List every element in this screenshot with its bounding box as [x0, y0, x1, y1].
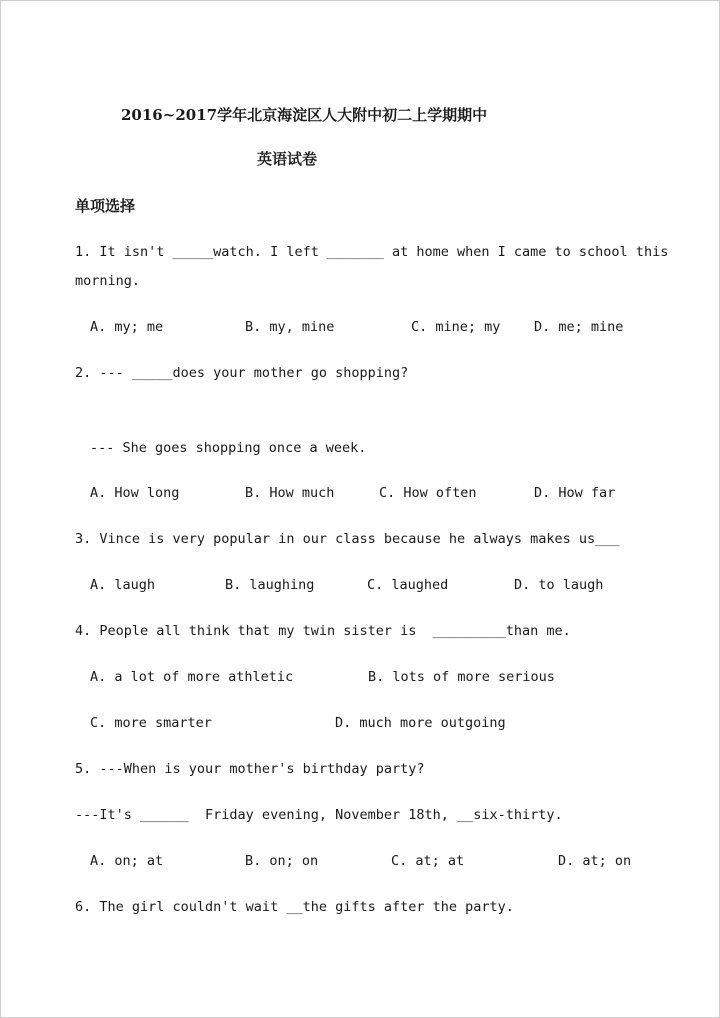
option-a[interactable]: A. on; at: [90, 853, 164, 869]
option-a[interactable]: A. laugh: [90, 577, 156, 593]
option-c[interactable]: C. at; at: [391, 853, 465, 869]
option-a[interactable]: A. How long: [90, 485, 180, 501]
question-stem: 4. People all think that my twin sister is _________than me.: [75, 623, 571, 639]
option-c[interactable]: C. How often: [379, 485, 477, 501]
option-d[interactable]: D. much more outgoing: [335, 715, 506, 731]
question-stem: 3. Vince is very popular in our class because he always makes us___: [75, 531, 620, 547]
question-stem: 6. The girl couldn't wait __the gifts after the party.: [75, 899, 514, 915]
question-answer-line: --- She goes shopping once a week.: [90, 440, 367, 456]
option-d[interactable]: D. to laugh: [514, 577, 604, 593]
page-subtitle: 英语试卷: [257, 150, 318, 168]
section-heading: 单项选择: [75, 197, 136, 215]
option-d[interactable]: D. at; on: [558, 853, 632, 869]
option-d[interactable]: D. me; mine: [534, 319, 624, 335]
page-title: 2016~2017学年北京海淀区人大附中初二上学期期中: [121, 106, 488, 124]
option-a[interactable]: A. a lot of more athletic: [90, 669, 294, 685]
question-answer-line: ---It's ______ Friday evening, November 18th, __six-thirty.: [75, 807, 563, 823]
question-stem: 1. It isn't _____watch. I left _______ at home when I came to school this: [75, 244, 669, 260]
option-b[interactable]: B. How much: [245, 485, 335, 501]
question-stem: 2. --- _____does your mother go shopping?: [75, 365, 409, 381]
option-c[interactable]: C. laughed: [367, 577, 449, 593]
option-a[interactable]: A. my; me: [90, 319, 164, 335]
option-b[interactable]: B. lots of more serious: [368, 669, 555, 685]
option-b[interactable]: B. on; on: [245, 853, 319, 869]
option-d[interactable]: D. How far: [534, 485, 616, 501]
option-c[interactable]: C. more smarter: [90, 715, 212, 731]
question-stem-continued: morning.: [75, 273, 141, 289]
option-c[interactable]: C. mine; my: [411, 319, 501, 335]
option-b[interactable]: B. my, mine: [245, 319, 335, 335]
question-stem: 5. ---When is your mother's birthday party?: [75, 761, 425, 777]
option-b[interactable]: B. laughing: [225, 577, 315, 593]
